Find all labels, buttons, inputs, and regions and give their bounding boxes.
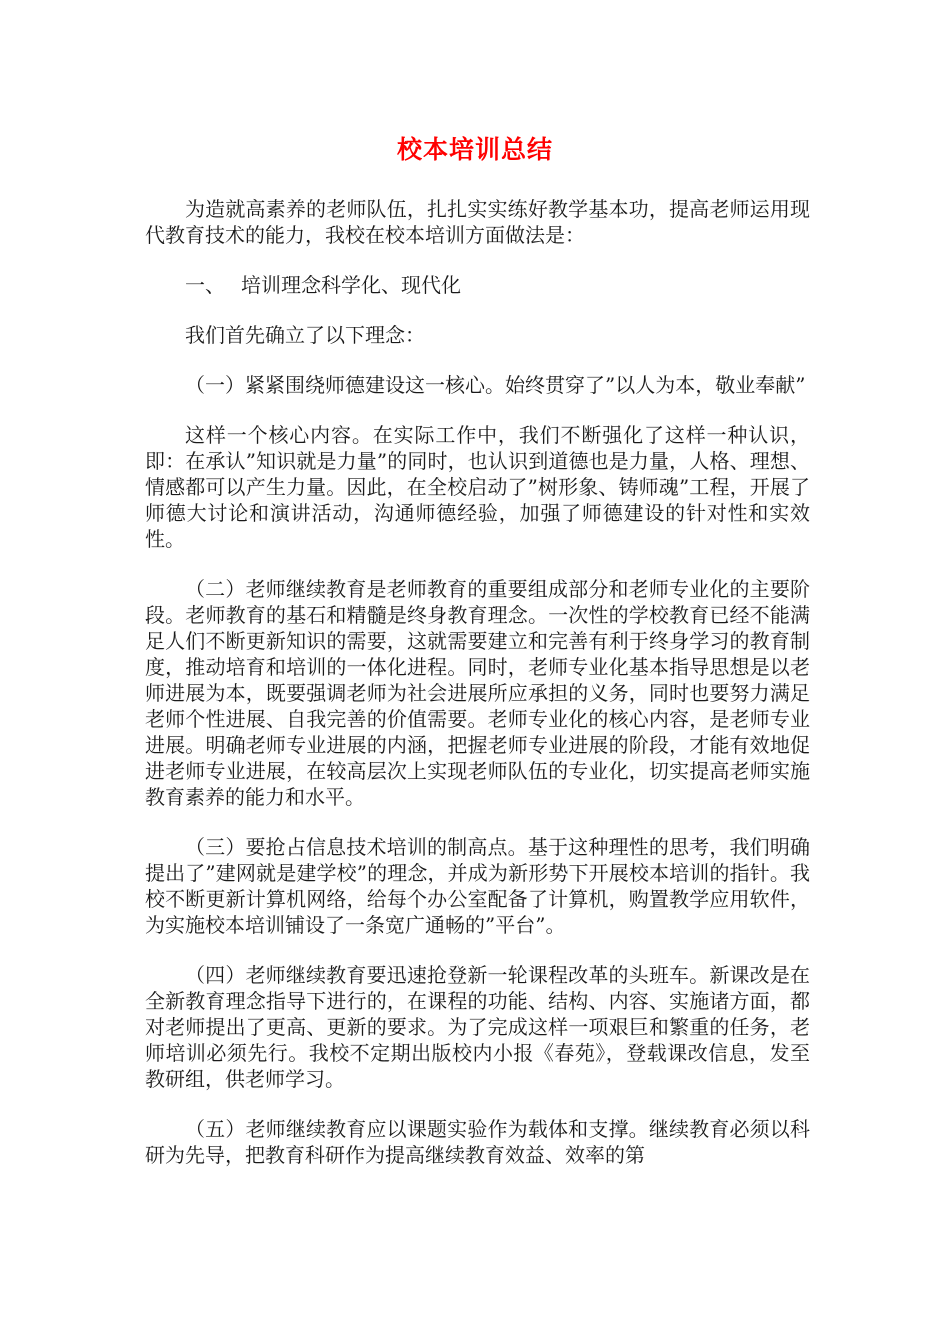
lead-paragraph: 我们首先确立了以下理念： <box>185 323 425 347</box>
paragraph-6: （五）老师继续教育应以课题实验作为载体和支撑。继续教育必须以科研为先导，把教育科研作为提高继续教育效益、效率的第 <box>145 1117 810 1167</box>
paragraph-3: （二）老师继续教育是老师教育的重要组成部分和老师专业化的主要阶段。老师教育的基石和精髓是终身教育理念。一次性的学校教育已经不能满足人们不断更新知识的需要，这就需要建立和完善有利于终身学习的教育制度，推动培育和培训的一体化进程。同时，老师专业化基本指导思想是以老师进展为本，既要强调老师为社会进展所应承担的义务，同时也要努力满足老师个性进展、自我完善的价值需要。老师专业化的核心内容，是老师专业进展。明确老师专业进展的内涵，把握老师专业进展的阶段，才能有效地促进老师专业进展，在较高层次上实现老师队伍的专业化，切实提高老师实施教育素养的能力和水平。 <box>145 577 810 809</box>
paragraph-1: （一）紧紧围绕师德建设这一核心。始终贯穿了”以人为本，敬业奉献” <box>185 373 806 397</box>
paragraph-2: 这样一个核心内容。在实际工作中，我们不断强化了这样一种认识，即：在承认”知识就是力量”的同时，也认识到道德也是力量，人格、理想、情感都可以产生力量。因此，在全校启动了”树形象、铸师魂”工程，开展了师德大讨论和演讲活动，沟通师德经验，加强了师德建设的针对性和实效性。 <box>145 423 810 551</box>
paragraph-4: （三）要抢占信息技术培训的制高点。基于这种理性的思考，我们明确提出了”建网就是建学校”的理念，并成为新形势下开展校本培训的指针。我校不断更新计算机网络，给每个办公室配备了计算机，购置教学应用软件，为实施校本培训铺设了一条宽广通畅的”平台”。 <box>145 835 810 937</box>
section-number: 一、 <box>185 273 225 297</box>
document-body <box>145 196 810 1168</box>
section-heading-text: 培训理念科学化、现代化 <box>241 273 461 297</box>
paragraph-5: （四）老师继续教育要迅速抢登新一轮课程改革的头班车。新课改是在全新教育理念指导下进行的，在课程的功能、结构、内容、实施诸方面，都对老师提出了更高、更新的要求。为了完成这样一项艰巨和繁重的任务，老师培训必须先行。我校不定期出版校内小报《春苑》，登载课改信息，发至教研组，供老师学习。 <box>145 963 810 1091</box>
section-heading <box>145 272 810 298</box>
document-title: 校本培训总结 <box>396 135 553 164</box>
intro-paragraph: 为造就高素养的老师队伍，扎扎实实练好教学基本功，提高老师运用现代教育技术的能力，我校在校本培训方面做法是： <box>145 197 810 247</box>
